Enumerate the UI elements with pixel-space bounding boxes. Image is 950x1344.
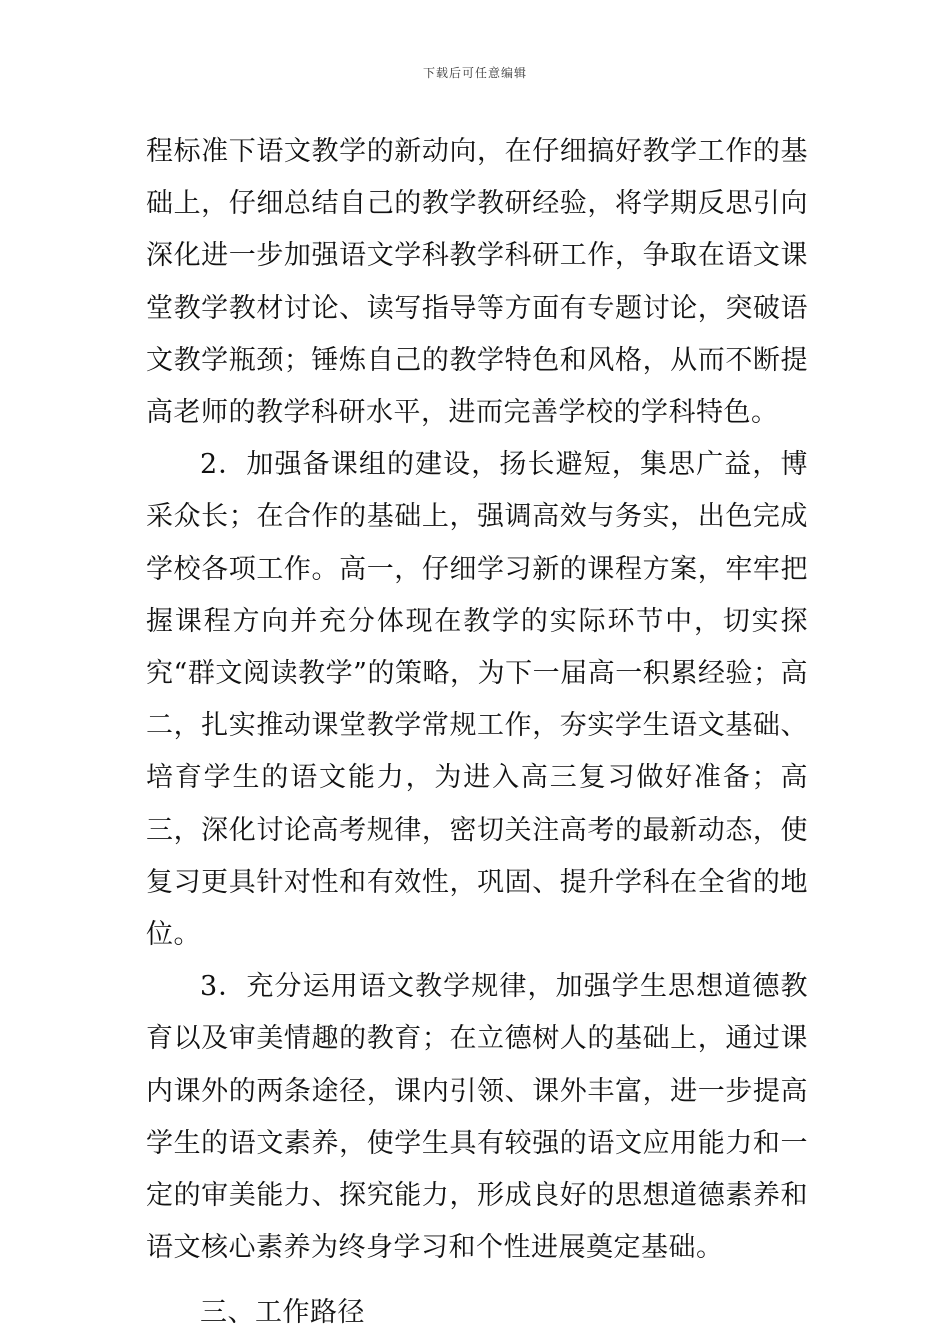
section-heading: 三、工作路径: [200, 1297, 365, 1329]
document-body: [146, 126, 808, 1339]
paragraph-item-3: 3．充分运用语文教学规律，加强学生思想道德教育以及审美情趣的教育；在立德树人的基础上，通过课内课外的两条途径，课内引领、课外丰富，进一步提高学生的语文素养，使学生具有较强的语文应用能力和一定的审美能力、探究能力，形成良好的思想道德素养和语文核心素养为终身学习和个性进展奠定基础。: [146, 971, 808, 1264]
page-header: 下载后可任意编辑: [422, 66, 527, 80]
paragraph-item-2: 2．加强备课组的建设，扬长避短，集思广益，博采众长；在合作的基础上，强调高效与务实，出色完成学校各项工作。高一，仔细学习新的课程方案，牢牢把握课程方向并充分体现在教学的实际环节中，切实探究“群文阅读教学”的策略，为下一届高一积累经验；高二，扎实推动课堂教学常规工作，夯实学生语文基础、培育学生的语文能力，为进入高三复习做好准备；高三，深化讨论高考规律，密切关注高考的最新动态，使复习更具针对性和有效性，巩固、提升学科在全省的地位。: [146, 449, 808, 951]
paragraph-continuation: 程标准下语文教学的新动向，在仔细搞好教学工作的基础上，仔细总结自己的教学教研经验，将学期反思引向深化进一步加强语文学科教学科研工作，争取在语文课堂教学教材讨论、读写指导等方面有专题讨论，突破语文教学瓶颈；锤炼自己的教学特色和风格，从而不断提高老师的教学科研水平，进而完善学校的学科特色。: [146, 136, 808, 429]
